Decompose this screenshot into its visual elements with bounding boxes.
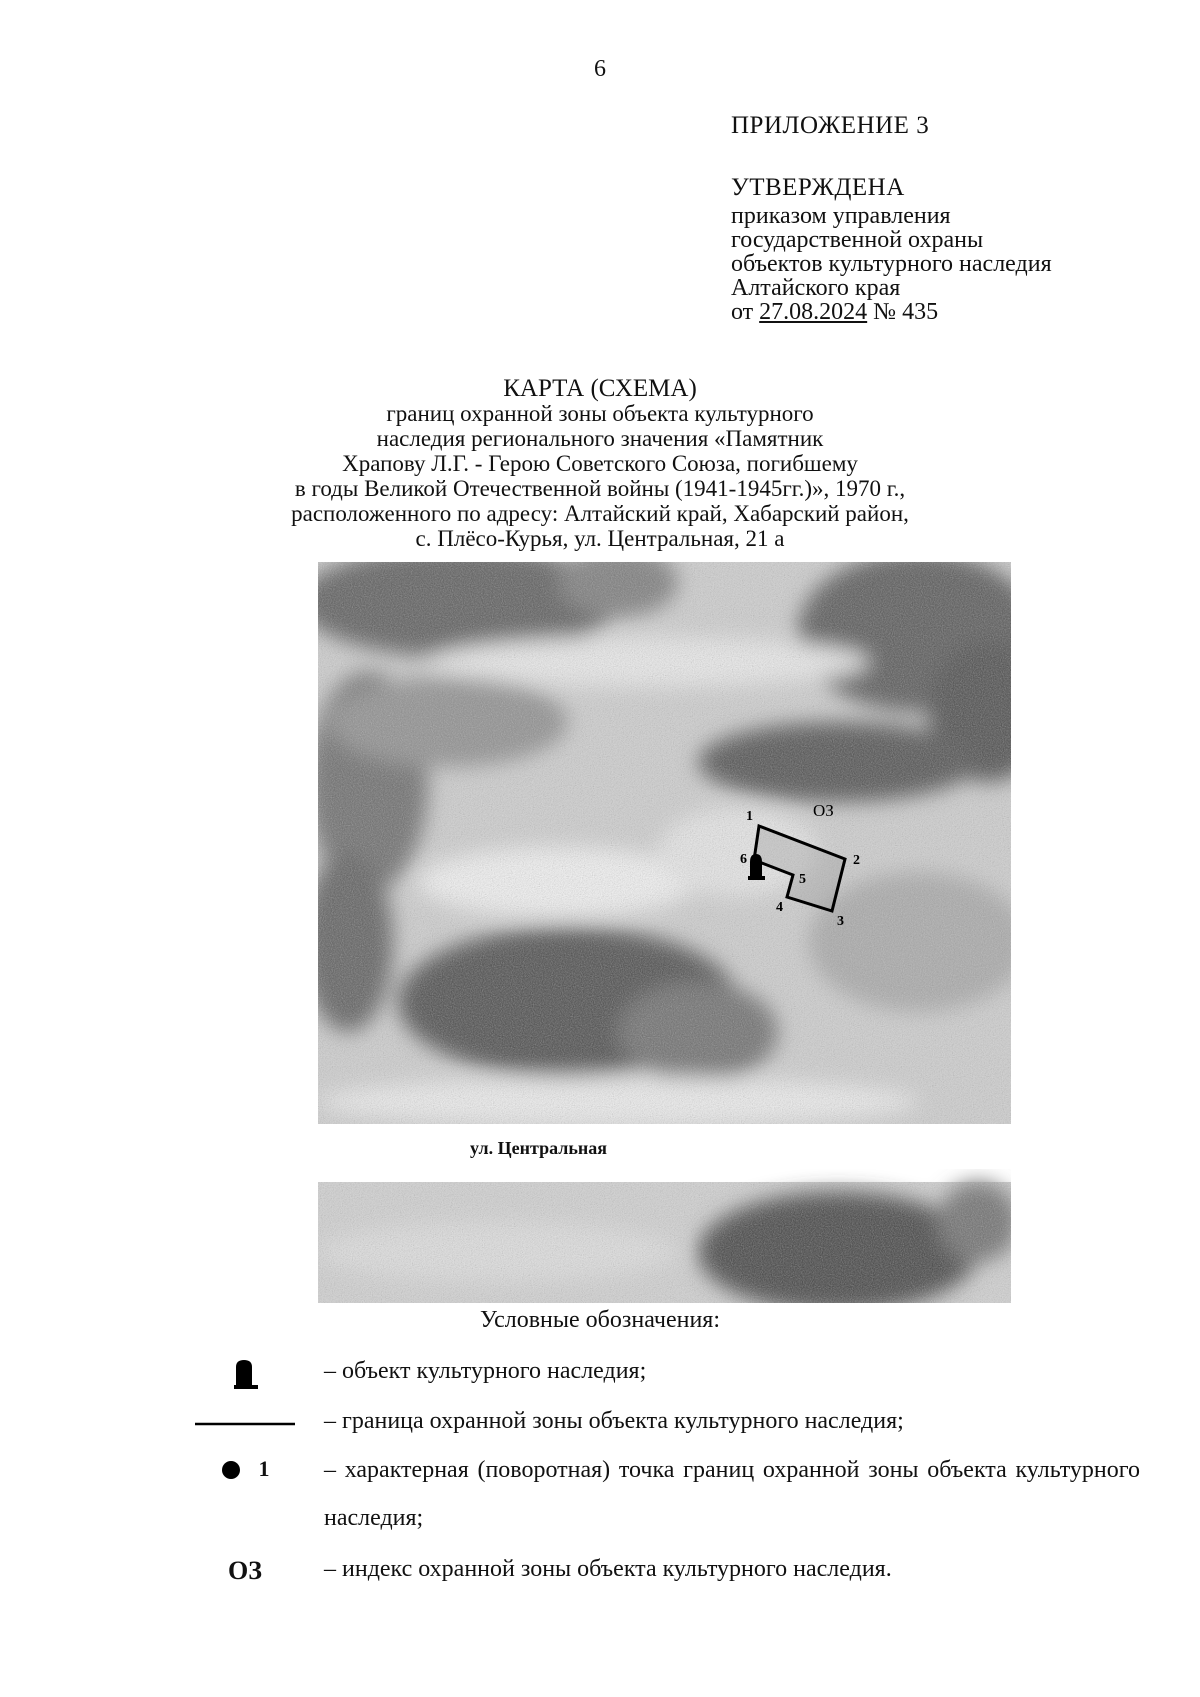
aerial-photo-upper bbox=[318, 562, 1011, 1127]
approval-line: объектов культурного наследия bbox=[731, 251, 1052, 277]
approval-line: Алтайского края bbox=[731, 275, 901, 301]
point-marker-icon bbox=[221, 1460, 241, 1480]
approved-label: УТВЕРЖДЕНА bbox=[731, 174, 905, 201]
map-title bbox=[200, 376, 1000, 551]
legend-text: – индекс охранной зоны объекта культурного наследия. bbox=[324, 1556, 892, 1582]
approval-block bbox=[731, 176, 1052, 324]
zone-point-label: 3 bbox=[837, 914, 844, 929]
legend-title: Условные обозначения: bbox=[479, 1307, 721, 1333]
order-date: 27.08.2024 bbox=[759, 299, 868, 325]
zone-point-label: 1 bbox=[746, 809, 753, 824]
boundary-line-symbol bbox=[193, 1412, 297, 1432]
title-line: границ охранной зоны объекта культурного bbox=[386, 401, 814, 426]
title-line: расположенного по адресу: Алтайский край, Хабарский район, bbox=[291, 501, 909, 526]
date-prefix: от bbox=[731, 299, 760, 325]
title-line: наследия регионального значения «Памятник bbox=[376, 426, 824, 451]
approval-date-line bbox=[731, 300, 1052, 324]
aerial-map bbox=[318, 562, 1011, 1303]
approval-line: государственной охраны bbox=[731, 227, 984, 253]
street-label: ул. Центральная bbox=[470, 1138, 607, 1158]
zone-index-symbol: ОЗ bbox=[228, 1556, 262, 1585]
approval-line: приказом управления bbox=[731, 203, 951, 229]
point-marker-label: 1 bbox=[258, 1456, 270, 1481]
legend-text: – граница охранной зоны объекта культурного наследия; bbox=[324, 1408, 904, 1434]
monument-icon bbox=[232, 1358, 258, 1390]
zone-point-label: 2 bbox=[853, 853, 860, 868]
appendix-label: ПРИЛОЖЕНИЕ 3 bbox=[731, 112, 930, 139]
zone-point-label: 4 bbox=[776, 900, 783, 915]
zone-point-label: 5 bbox=[799, 872, 806, 887]
legend-text: – характерная (поворотная) точка границ охранной зоны объекта культурного наследия; bbox=[324, 1457, 1140, 1531]
aerial-photo-lower bbox=[318, 1182, 1011, 1303]
title-line: Храпову Л.Г. - Герою Советского Союза, погибшему bbox=[342, 451, 858, 476]
map-heading: КАРТА (СХЕМА) bbox=[503, 375, 697, 402]
zone-index-label: ОЗ bbox=[813, 801, 834, 820]
title-line: с. Плёсо-Курья, ул. Центральная, 21 а bbox=[415, 526, 785, 551]
legend-text: – объект культурного наследия; bbox=[324, 1358, 647, 1384]
zone-point-label: 6 bbox=[740, 852, 747, 867]
page-number: 6 bbox=[594, 56, 606, 82]
title-line: в годы Великой Отечественной войны (1941-1945гг.)», 1970 г., bbox=[294, 476, 906, 501]
order-number: № 435 bbox=[867, 299, 939, 325]
